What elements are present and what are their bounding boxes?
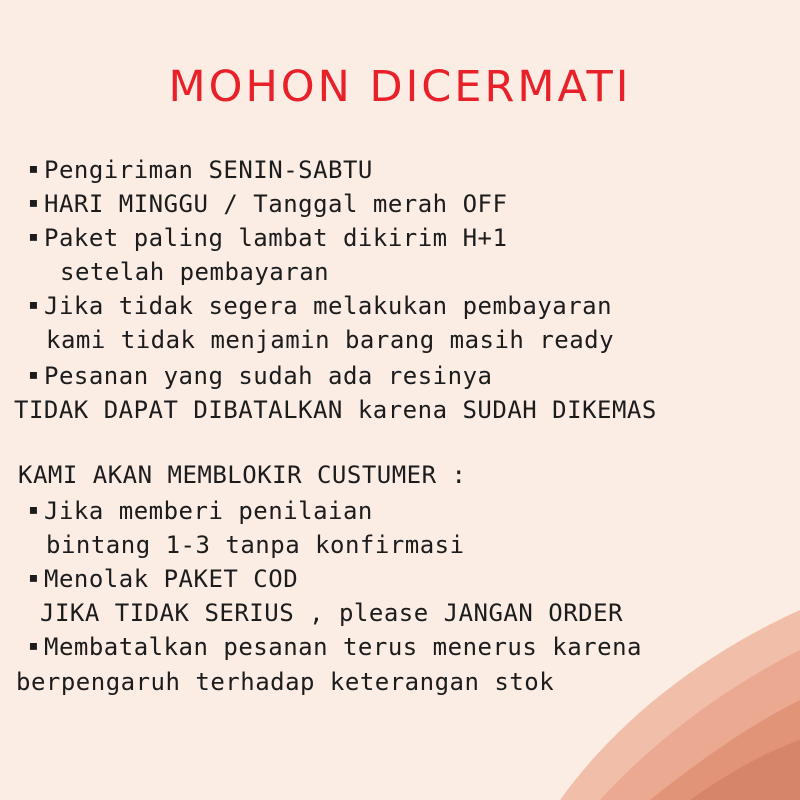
bullet-icon: [28, 564, 44, 597]
block-reason-item: ▪Menolak PAKET COD: [28, 564, 298, 597]
block-reason-continuation: JIKA TIDAK SERIUS , please JANGAN ORDER: [40, 599, 624, 627]
block-heading: KAMI AKAN MEMBLOKIR CUSTUMER :: [18, 461, 467, 489]
bullet-icon: [28, 155, 44, 188]
block-reason-continuation: bintang 1-3 tanpa konfirmasi: [46, 531, 465, 559]
note-item: ▪Jika tidak segera melakukan pembayaran: [28, 291, 612, 324]
bullet-icon: [28, 189, 44, 222]
page-title: MOHON DICERMATI: [168, 62, 632, 112]
bullet-icon: [28, 496, 44, 529]
block-reason-item: ▪Jika memberi penilaian: [28, 496, 373, 529]
note-item: ▪Pesanan yang sudah ada resinya: [28, 361, 492, 394]
note-continuation: setelah pembayaran: [60, 258, 330, 286]
note-item: ▪Pengiriman SENIN-SABTU: [28, 155, 373, 188]
note-item: ▪HARI MINGGU / Tanggal merah OFF: [28, 189, 507, 222]
block-reason-continuation: berpengaruh terhadap keterangan stok: [16, 668, 555, 696]
note-emphasis: TIDAK DAPAT DIBATALKAN karena SUDAH DIKEMAS: [14, 396, 657, 424]
bullet-icon: [28, 291, 44, 324]
bullet-icon: [28, 632, 44, 665]
block-reason-item: ▪Membatalkan pesanan terus menerus karena: [28, 632, 642, 665]
note-item: ▪Paket paling lambat dikirim H+1: [28, 223, 507, 256]
bullet-icon: [28, 361, 44, 394]
note-continuation: kami tidak menjamin barang masih ready: [46, 326, 615, 354]
bullet-icon: [28, 223, 44, 256]
